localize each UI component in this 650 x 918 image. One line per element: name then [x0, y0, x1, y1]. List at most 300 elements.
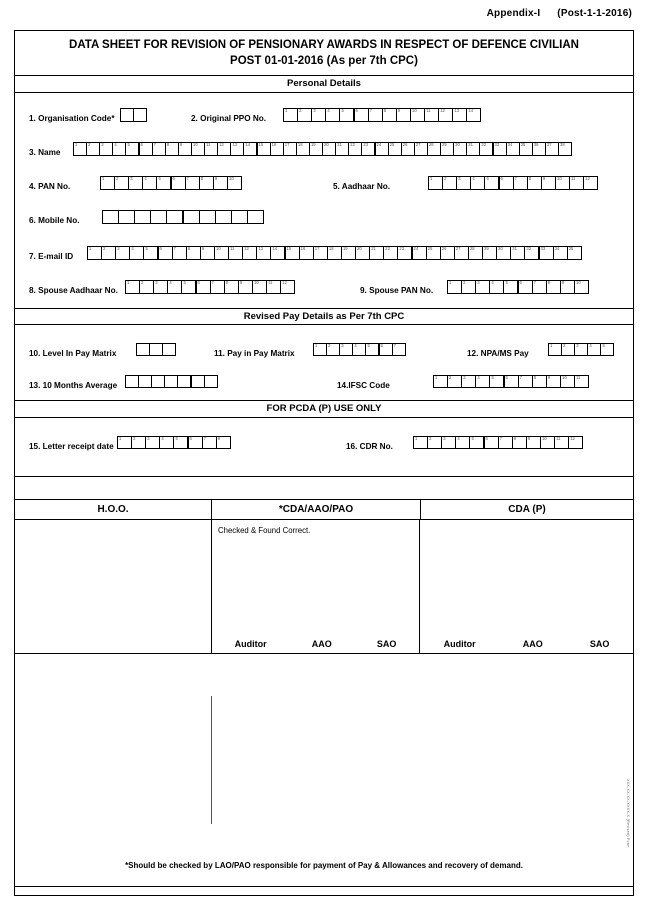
input-cell[interactable]	[134, 210, 151, 224]
input-cell[interactable]	[484, 176, 499, 190]
input-cell[interactable]	[413, 436, 428, 449]
input-cell[interactable]	[427, 436, 442, 449]
cell-index: 4	[327, 107, 330, 113]
input-cell[interactable]	[468, 246, 483, 260]
input-cell[interactable]	[433, 375, 448, 388]
role-sao: SAO	[376, 638, 397, 649]
input-cell[interactable]	[392, 343, 406, 356]
input-cell[interactable]	[339, 343, 353, 356]
input-cell[interactable]	[553, 246, 568, 260]
input-cell[interactable]	[270, 246, 285, 260]
label-organisation-code: 1. Organisation Code*	[29, 113, 115, 123]
input-cell[interactable]	[115, 246, 130, 260]
input-cell[interactable]	[177, 375, 191, 388]
cell-index: 7	[533, 279, 536, 285]
input-cell[interactable]	[114, 176, 129, 190]
cell-index: 6	[172, 175, 175, 181]
sig-cell-cda-aao-pao[interactable]	[211, 520, 419, 653]
cell-index: 7	[211, 279, 214, 285]
cell-index: 8	[513, 435, 517, 441]
input-cell[interactable]	[379, 343, 393, 356]
revised-pay-section	[15, 325, 633, 400]
input-cell[interactable]	[125, 280, 140, 294]
input-cell[interactable]	[199, 176, 214, 190]
input-cell[interactable]	[348, 142, 362, 156]
cell-index: 5	[183, 279, 186, 285]
cell-index: 3	[576, 343, 579, 349]
input-cell[interactable]	[518, 280, 533, 294]
cell-index: 23	[399, 245, 405, 251]
input-cell[interactable]	[455, 436, 470, 449]
input-ten-months-average[interactable]	[125, 375, 218, 388]
input-npa-ms-pay[interactable]	[548, 343, 614, 356]
input-cell[interactable]	[191, 375, 205, 388]
input-cell[interactable]	[165, 142, 179, 156]
title-line-1: DATA SHEET FOR REVISION OF PENSIONARY AWARDS IN RESPECT OF DEFENCE CIVILIAN	[69, 39, 579, 51]
input-cell[interactable]	[470, 176, 485, 190]
input-cell[interactable]	[498, 436, 513, 449]
input-cell[interactable]	[326, 343, 340, 356]
cell-index: 19	[310, 141, 316, 147]
input-cell[interactable]	[102, 210, 119, 224]
cell-index: 32	[526, 245, 532, 251]
input-pan-no[interactable]	[100, 176, 242, 190]
input-cell[interactable]	[541, 176, 556, 190]
input-cell[interactable]	[540, 436, 555, 449]
cell-index: 11	[268, 279, 273, 285]
cell-index: 37	[546, 141, 552, 147]
input-cell[interactable]	[447, 375, 462, 388]
cell-index: 5	[341, 107, 344, 113]
col-header-hoo: H.O.O.	[97, 503, 129, 515]
input-cell[interactable]	[484, 436, 499, 449]
input-cell[interactable]	[87, 246, 102, 260]
sig-cell-hoo[interactable]	[15, 520, 211, 653]
input-cell[interactable]	[375, 142, 389, 156]
cell-index: 2	[463, 279, 466, 285]
input-cell[interactable]	[518, 375, 533, 388]
label-mobile-no: 6. Mobile No.	[29, 215, 80, 225]
input-cell[interactable]	[99, 142, 113, 156]
input-cell[interactable]	[186, 246, 201, 260]
input-cell[interactable]	[231, 210, 248, 224]
input-cell[interactable]	[335, 142, 349, 156]
cell-index: 11	[556, 435, 561, 441]
input-cell[interactable]	[574, 375, 589, 388]
input-spouse-pan-no[interactable]	[447, 280, 589, 294]
input-cell[interactable]	[504, 375, 519, 388]
input-cell[interactable]	[199, 210, 216, 224]
input-cell[interactable]	[503, 280, 518, 294]
input-cell[interactable]	[475, 280, 490, 294]
cell-index: 9	[542, 175, 546, 181]
input-cell[interactable]	[427, 142, 441, 156]
input-cell[interactable]	[560, 375, 575, 388]
cell-index: 16	[300, 245, 306, 251]
cell-index: 3	[130, 175, 133, 181]
input-cell[interactable]	[112, 142, 126, 156]
cell-index: 32	[481, 141, 487, 147]
input-cell[interactable]	[554, 436, 569, 449]
input-cell[interactable]	[252, 280, 267, 294]
label-aadhaar-no: 5. Aadhaar No.	[333, 181, 391, 191]
input-cell[interactable]	[452, 108, 467, 122]
input-cell[interactable]	[256, 246, 271, 260]
cell-index: 5	[505, 279, 508, 285]
input-cell[interactable]	[153, 280, 168, 294]
input-cell[interactable]	[489, 280, 504, 294]
input-cell[interactable]	[506, 142, 520, 156]
input-cell[interactable]	[200, 246, 215, 260]
input-cell[interactable]	[426, 246, 441, 260]
label-ten-months-average: 13. 10 Months Average	[29, 381, 118, 391]
cell-index: 1	[449, 279, 452, 285]
input-cell[interactable]	[382, 108, 397, 122]
cell-index: 11	[576, 375, 581, 381]
cell-index: 10	[575, 279, 581, 285]
input-cell[interactable]	[526, 436, 541, 449]
input-cell[interactable]	[539, 246, 554, 260]
input-cell[interactable]	[388, 142, 402, 156]
sig-roles-cda-p	[420, 639, 633, 649]
input-cell[interactable]	[125, 142, 139, 156]
input-cell[interactable]	[139, 280, 154, 294]
input-cell[interactable]	[532, 142, 546, 156]
cell-index: 3	[313, 107, 316, 113]
cell-index: 10	[556, 175, 562, 181]
cell-index: 13	[258, 245, 263, 251]
cell-index: 4	[114, 141, 117, 147]
input-cell[interactable]	[158, 246, 173, 260]
cell-index: 15	[286, 245, 292, 251]
sig-cell-cda-p[interactable]	[419, 520, 633, 653]
input-cell[interactable]	[227, 176, 242, 190]
input-cell[interactable]	[242, 246, 257, 260]
input-cell[interactable]	[216, 436, 231, 449]
input-cell[interactable]	[297, 108, 312, 122]
input-cell[interactable]	[138, 375, 152, 388]
title-line-2: POST 01-01-2016 (As per 7th CPC)	[230, 54, 418, 67]
input-cell[interactable]	[587, 343, 601, 356]
input-cell[interactable]	[461, 280, 476, 294]
cell-index: 1	[75, 141, 78, 147]
input-cell[interactable]	[100, 176, 115, 190]
input-cell[interactable]	[454, 246, 469, 260]
cell-index: 9	[547, 375, 551, 381]
input-cell[interactable]	[139, 142, 153, 156]
input-cell[interactable]	[133, 108, 147, 122]
input-cell[interactable]	[313, 343, 327, 356]
input-cell[interactable]	[196, 280, 211, 294]
input-cell[interactable]	[482, 246, 497, 260]
cell-index: 4	[161, 435, 164, 441]
cell-index: 2	[563, 343, 566, 349]
cell-index: 2	[133, 435, 136, 441]
input-cell[interactable]	[365, 343, 379, 356]
cell-index: 2	[328, 343, 331, 349]
input-cell[interactable]	[309, 142, 323, 156]
input-cell[interactable]	[136, 343, 150, 356]
input-cell[interactable]	[131, 436, 146, 449]
input-cell[interactable]	[172, 246, 187, 260]
input-cell[interactable]	[204, 142, 218, 156]
input-cell[interactable]	[440, 142, 454, 156]
cell-index: 33	[494, 141, 500, 147]
input-cell[interactable]	[440, 246, 455, 260]
role-auditor: Auditor	[234, 638, 267, 649]
input-cell[interactable]	[299, 246, 314, 260]
input-cell[interactable]	[438, 108, 453, 122]
input-cell[interactable]	[355, 246, 370, 260]
input-cell[interactable]	[546, 375, 561, 388]
input-cell[interactable]	[129, 246, 144, 260]
cell-index: 24	[413, 245, 419, 251]
input-cell[interactable]	[519, 142, 533, 156]
input-cell[interactable]	[224, 280, 239, 294]
input-cell[interactable]	[185, 176, 200, 190]
cell-index: 14	[245, 141, 251, 147]
input-spouse-aadhaar-no[interactable]	[125, 280, 295, 294]
input-cell[interactable]	[204, 375, 218, 388]
cell-index: 11	[230, 245, 235, 251]
remarks-divider	[211, 696, 212, 824]
input-cell[interactable]	[569, 176, 584, 190]
input-cell[interactable]	[151, 375, 165, 388]
input-cell[interactable]	[513, 176, 528, 190]
input-cell[interactable]	[166, 210, 183, 224]
input-cell[interactable]	[339, 108, 354, 122]
input-cell[interactable]	[191, 142, 205, 156]
input-cell[interactable]	[296, 142, 310, 156]
cell-index: 6	[519, 279, 522, 285]
label-level-in-pay-matrix: 10. Level In Pay Matrix	[29, 349, 117, 359]
input-cell[interactable]	[561, 343, 575, 356]
input-cell[interactable]	[341, 246, 356, 260]
cell-index: 7	[519, 375, 522, 381]
input-cell[interactable]	[414, 142, 428, 156]
input-cell[interactable]	[162, 343, 176, 356]
input-cell[interactable]	[410, 108, 425, 122]
input-cell[interactable]	[412, 246, 427, 260]
input-cell[interactable]	[156, 176, 171, 190]
input-cell[interactable]	[524, 246, 539, 260]
input-cell[interactable]	[401, 142, 415, 156]
cell-index: 31	[468, 141, 473, 147]
input-cell[interactable]	[173, 436, 188, 449]
input-cell[interactable]	[548, 343, 562, 356]
input-cell[interactable]	[285, 246, 300, 260]
cell-index: 5	[491, 375, 494, 381]
input-cell[interactable]	[145, 436, 160, 449]
input-cell[interactable]	[181, 280, 196, 294]
cell-index: 10	[411, 107, 417, 113]
input-cell[interactable]	[466, 108, 481, 122]
remarks-area[interactable]	[15, 654, 633, 887]
input-cell[interactable]	[368, 108, 383, 122]
input-cell[interactable]	[369, 246, 384, 260]
cell-index: 7	[499, 435, 502, 441]
input-cell[interactable]	[424, 108, 439, 122]
input-cell[interactable]	[159, 436, 174, 449]
cell-index: 2	[444, 175, 447, 181]
input-cell[interactable]	[442, 176, 457, 190]
input-cell[interactable]	[352, 343, 366, 356]
cell-index: 12	[282, 279, 287, 285]
input-cell[interactable]	[228, 246, 243, 260]
input-cell[interactable]	[150, 210, 167, 224]
input-cell[interactable]	[117, 436, 132, 449]
input-cell[interactable]	[469, 436, 484, 449]
input-cell[interactable]	[210, 280, 225, 294]
cell-index: 6	[197, 279, 200, 285]
input-original-ppo-no[interactable]	[283, 108, 481, 122]
input-cell[interactable]	[125, 375, 139, 388]
input-cell[interactable]	[142, 176, 157, 190]
label-spouse-aadhaar-no: 8. Spouse Aadhaar No.	[29, 285, 118, 295]
input-cell[interactable]	[583, 176, 598, 190]
input-mobile-no[interactable]	[102, 210, 264, 224]
input-cell[interactable]	[149, 343, 163, 356]
input-cell[interactable]	[510, 246, 525, 260]
input-level-in-pay-matrix[interactable]	[136, 343, 176, 356]
input-cell[interactable]	[178, 142, 192, 156]
cell-index: 18	[297, 141, 303, 147]
input-cell[interactable]	[171, 176, 186, 190]
cell-index: 1	[415, 435, 418, 441]
input-email-id[interactable]	[87, 246, 582, 260]
input-cell[interactable]	[283, 142, 297, 156]
input-cell[interactable]	[257, 142, 271, 156]
input-cell[interactable]	[188, 436, 203, 449]
cell-index: 14	[468, 107, 474, 113]
input-cell[interactable]	[101, 246, 116, 260]
input-letter-receipt-date[interactable]	[117, 436, 231, 449]
input-cell[interactable]	[86, 142, 100, 156]
input-cell[interactable]	[527, 176, 542, 190]
input-pay-in-pay-matrix[interactable]	[313, 343, 406, 356]
cell-index: 27	[415, 141, 421, 147]
input-cell[interactable]	[545, 142, 559, 156]
input-aadhaar-no[interactable]	[428, 176, 598, 190]
input-cell[interactable]	[325, 108, 340, 122]
input-organisation-code[interactable]	[120, 108, 147, 122]
input-cell[interactable]	[202, 436, 217, 449]
input-cell[interactable]	[120, 108, 134, 122]
input-cell[interactable]	[280, 280, 295, 294]
input-cell[interactable]	[313, 246, 328, 260]
input-cell[interactable]	[183, 210, 200, 224]
input-cell[interactable]	[532, 375, 547, 388]
input-cell[interactable]	[447, 280, 462, 294]
input-cell[interactable]	[499, 176, 514, 190]
input-cdr-no[interactable]	[413, 436, 583, 449]
cell-index: 1	[119, 435, 122, 441]
input-cell[interactable]	[128, 176, 143, 190]
input-cell[interactable]	[489, 375, 504, 388]
cell-index: 1	[550, 343, 553, 349]
cell-index: 3	[155, 279, 158, 285]
input-cell[interactable]	[466, 142, 480, 156]
input-cell[interactable]	[361, 142, 375, 156]
input-cell[interactable]	[214, 246, 229, 260]
input-cell[interactable]	[238, 280, 253, 294]
input-cell[interactable]	[453, 142, 467, 156]
input-cell[interactable]	[164, 375, 178, 388]
input-cell[interactable]	[574, 280, 589, 294]
input-cell[interactable]	[311, 108, 326, 122]
input-cell[interactable]	[167, 280, 182, 294]
input-cell[interactable]	[283, 108, 298, 122]
cell-index: 1	[102, 175, 105, 181]
input-cell[interactable]	[512, 436, 527, 449]
input-cell[interactable]	[546, 280, 561, 294]
input-cell[interactable]	[560, 280, 575, 294]
input-cell[interactable]	[475, 375, 490, 388]
input-cell[interactable]	[574, 343, 588, 356]
input-cell[interactable]	[479, 142, 493, 156]
input-cell[interactable]	[397, 246, 412, 260]
input-cell[interactable]	[493, 142, 507, 156]
input-cell[interactable]	[396, 108, 411, 122]
label-npa-ms-pay: 12. NPA/MS Pay	[467, 349, 529, 359]
cell-index: 7	[514, 175, 517, 181]
input-cell[interactable]	[143, 246, 158, 260]
input-cell[interactable]	[383, 246, 398, 260]
input-cell[interactable]	[152, 142, 166, 156]
input-cell[interactable]	[118, 210, 135, 224]
input-name[interactable]	[73, 142, 572, 156]
input-cell[interactable]	[215, 210, 232, 224]
input-cell[interactable]	[441, 436, 456, 449]
input-cell[interactable]	[567, 246, 582, 260]
input-cell[interactable]	[73, 142, 87, 156]
input-cell[interactable]	[532, 280, 547, 294]
section-header-personal-details: Personal Details	[15, 75, 633, 93]
label-letter-receipt-date: 15. Letter receipt date	[29, 441, 114, 451]
input-cell[interactable]	[461, 375, 476, 388]
document-header	[487, 8, 632, 19]
cell-index: 4	[169, 279, 172, 285]
input-cell[interactable]	[558, 142, 572, 156]
input-cell[interactable]	[327, 246, 342, 260]
input-cell[interactable]	[600, 343, 614, 356]
input-cell[interactable]	[428, 176, 443, 190]
signature-table-header	[15, 500, 633, 520]
cell-index: 10	[253, 279, 259, 285]
input-ifsc-code[interactable]	[433, 375, 589, 388]
cell-index: 35	[520, 141, 526, 147]
input-cell[interactable]	[555, 176, 570, 190]
footnote: *Should be checked by LAO/PAO responsible for payment of Pay & Allowances and recovery of demand.	[125, 860, 523, 870]
cell-index: 6	[159, 245, 162, 251]
input-cell[interactable]	[270, 142, 284, 156]
input-cell[interactable]	[354, 108, 369, 122]
input-cell[interactable]	[243, 142, 257, 156]
input-cell[interactable]	[230, 142, 244, 156]
input-cell[interactable]	[213, 176, 228, 190]
cell-index: 21	[337, 141, 342, 147]
sig-roles-cda-aao-pao	[212, 639, 419, 649]
input-cell[interactable]	[217, 142, 231, 156]
input-cell[interactable]	[322, 142, 336, 156]
input-cell[interactable]	[266, 280, 281, 294]
input-cell[interactable]	[247, 210, 264, 224]
input-cell[interactable]	[496, 246, 511, 260]
input-cell[interactable]	[456, 176, 471, 190]
cell-index: 9	[527, 435, 531, 441]
input-cell[interactable]	[568, 436, 583, 449]
cell-index: 20	[324, 141, 329, 147]
